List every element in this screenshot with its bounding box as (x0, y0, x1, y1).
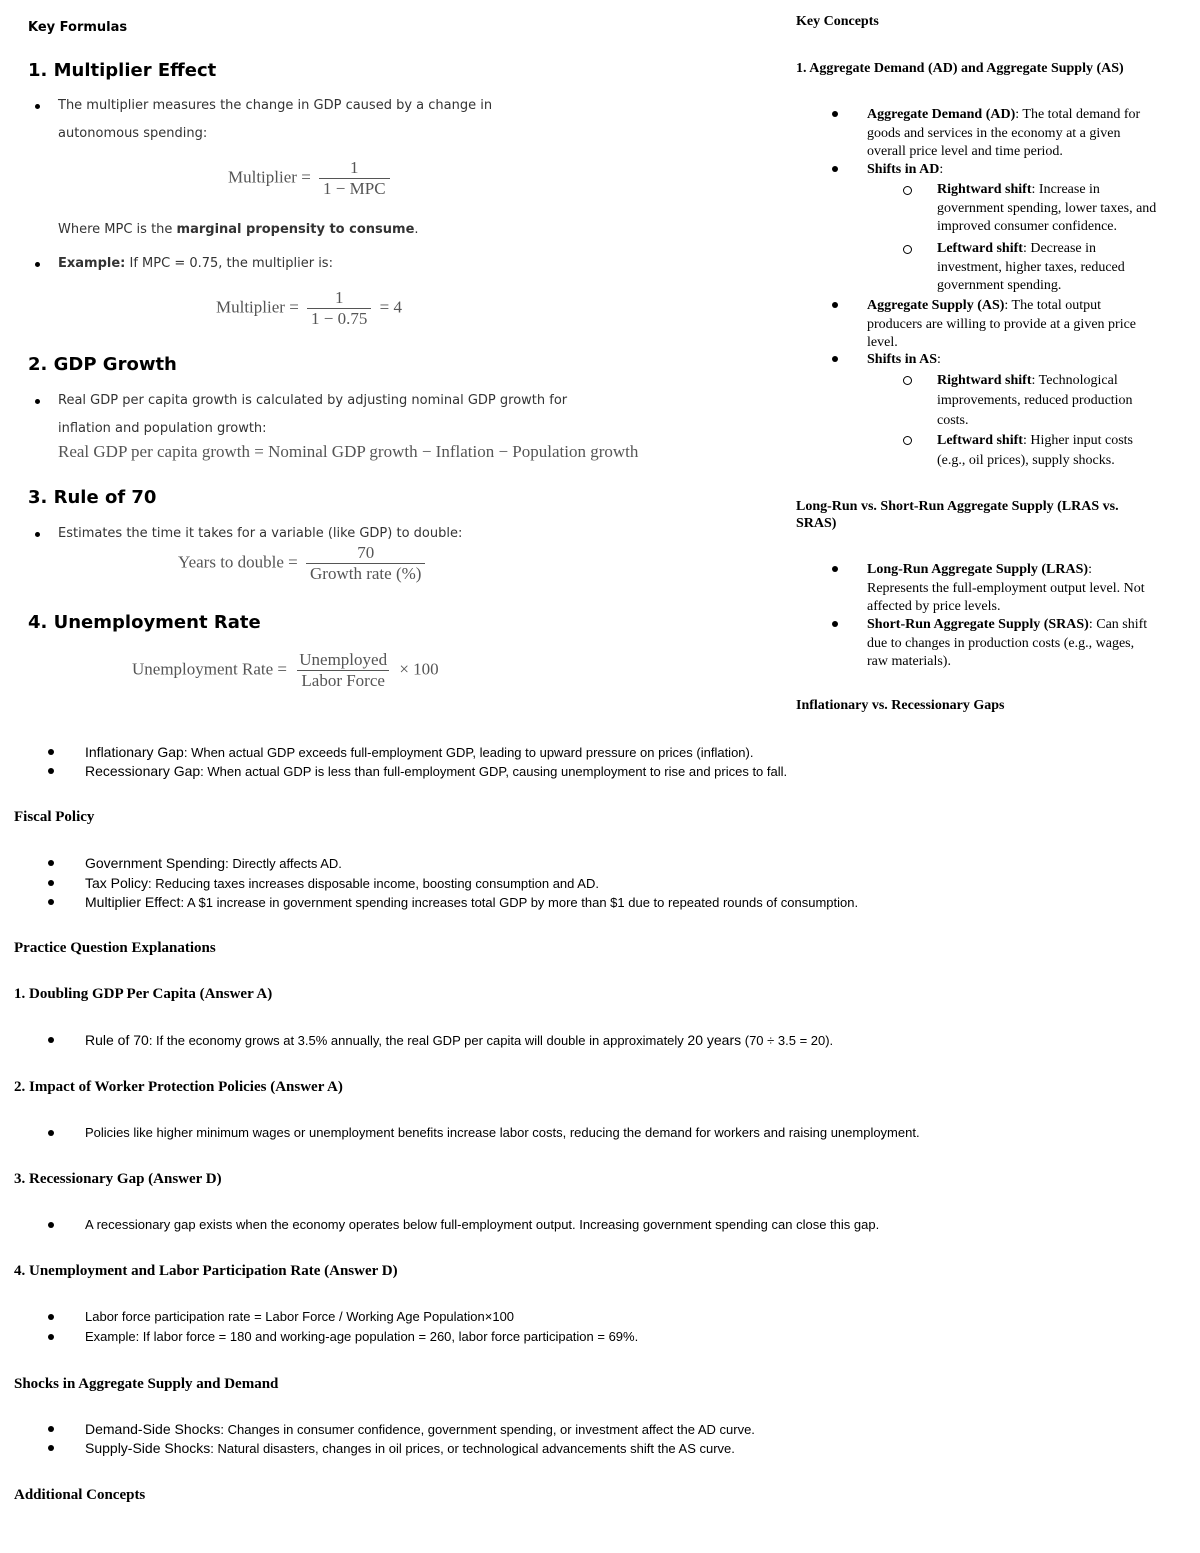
practice-title: Practice Question Explanations (14, 940, 216, 956)
gs-label: Government Spending (85, 855, 226, 871)
ad-label: Aggregate Demand (AD) (867, 107, 1016, 122)
ad-left-label: Leftward shift (937, 241, 1023, 256)
multiplier-example-formula (216, 288, 402, 329)
mult-label: Multiplier Effect (85, 894, 181, 910)
ad-left-line1: : Decrease in (1022, 241, 1097, 256)
q1-suffix: (70 ÷ 3.5 = 20). (741, 1033, 834, 1048)
demand-label: Demand-Side Shocks (85, 1421, 221, 1437)
gdp-growth-title: 2. GDP Growth (28, 354, 177, 375)
bullet-icon (48, 768, 54, 774)
example-label: Example: (58, 256, 126, 271)
formula-lhs: Years to double = (178, 552, 298, 572)
shifts-in-ad (867, 161, 943, 180)
ad-right-label: Rightward shift (937, 182, 1032, 197)
multiplier-title: 1. Multiplier Effect (28, 60, 217, 81)
bullet-icon (48, 1222, 54, 1228)
lras-sras-title (796, 498, 1119, 532)
as-rightward-shift (937, 371, 1192, 431)
shocks-title: Shocks in Aggregate Supply and Demand (14, 1376, 279, 1392)
colon: : (939, 162, 944, 177)
colon: : (937, 352, 941, 367)
bullet-icon (35, 262, 40, 267)
lras-title-line2: SRAS) (796, 516, 837, 531)
q1-label: Rule of 70 (85, 1032, 149, 1048)
bullet-icon (35, 104, 40, 109)
q1-explanation (85, 1032, 833, 1048)
sras-line1: : Can shift (1088, 617, 1148, 632)
shifts-ad-label: Shifts in AD (867, 162, 940, 177)
inflationary-text: : When actual GDP exceeds full-employment GDP, leading to upward pressure on prices (inflation). (183, 745, 754, 760)
lras-line3: affected by price levels. (867, 599, 1001, 614)
recessionary-text: : When actual GDP is less than full-employment GDP, causing unemployment to rise and prices to fall. (200, 764, 788, 779)
supply-label: Supply-Side Shocks (85, 1440, 211, 1456)
multiplier-formula (228, 158, 394, 199)
formula-denominator: Labor Force (297, 670, 389, 691)
as-line3: level. (867, 335, 898, 350)
q4-line2: Example: If labor force = 180 and working-age population = 260, labor force participation = 69%. (85, 1329, 639, 1344)
bullet-icon (48, 860, 54, 866)
multiplier-desc-line2: autonomous spending: (58, 126, 208, 141)
supply-side-shocks (85, 1440, 735, 1456)
lras-line2: Represents the full-employment output level. Not (867, 580, 1145, 596)
mpc-note (58, 222, 419, 237)
tax-text: : Reducing taxes increases disposable income, boosting consumption and AD. (148, 876, 599, 891)
formula-denominator: Growth rate (%) (306, 563, 425, 584)
fiscal-policy-title: Fiscal Policy (14, 809, 95, 825)
circle-bullet-icon (903, 245, 912, 254)
q4-line1: Labor force participation rate = Labor Force / Working Age Population×100 (85, 1309, 515, 1324)
key-concepts-heading: Key Concepts (796, 14, 879, 29)
multiplier-effect (85, 894, 858, 910)
formula-denominator: 1 − MPC (319, 178, 390, 199)
lras-definition (867, 561, 1192, 617)
bullet-icon (832, 356, 838, 362)
as-definition (867, 297, 1192, 353)
as-line2: producers are willing to provide at a given price (867, 316, 1137, 332)
rule-of-70-formula (178, 543, 429, 584)
sras-definition (867, 616, 1192, 672)
formula-numerator: 70 (357, 543, 375, 562)
bullet-icon (35, 532, 40, 537)
lras-label: Long-Run Aggregate Supply (LRAS) (867, 562, 1089, 577)
bullet-icon (48, 899, 54, 905)
ad-line3: overall price level and time period. (867, 144, 1063, 159)
unemployment-formula (132, 650, 439, 691)
bullet-icon (832, 166, 838, 172)
gdp-growth-desc-line2: inflation and population growth: (58, 421, 267, 436)
ad-right-line2: government spending, lower taxes, and (937, 200, 1157, 216)
q2-title: 2. Impact of Worker Protection Policies (Answer A) (14, 1079, 343, 1095)
as-label: Aggregate Supply (AS) (867, 298, 1005, 313)
as-left-line2: (e.g., oil prices), supply shocks. (937, 453, 1115, 468)
mpc-note-prefix: Where MPC is the (58, 222, 177, 237)
bullet-icon (48, 749, 54, 755)
as-right-line1: : Technological (1031, 373, 1118, 388)
formula-numerator: Unemployed (299, 650, 388, 669)
inflationary-label: Inflationary Gap (85, 744, 184, 760)
recessionary-gap (85, 763, 787, 779)
circle-bullet-icon (903, 186, 912, 195)
bullet-icon (48, 1130, 54, 1136)
gdp-growth-formula: Real GDP per capita growth = Nominal GDP growth − Inflation − Population growth (58, 442, 639, 461)
q1-text: : If the economy grows at 3.5% annually, the real GDP per capita will double in approximately (148, 1033, 688, 1048)
bullet-icon (832, 302, 838, 308)
ad-leftward-shift (937, 240, 1192, 296)
inflationary-gap (85, 744, 753, 760)
q4-title: 4. Unemployment and Labor Participation Rate (Answer D) (14, 1263, 398, 1279)
demand-text: : Changes in consumer confidence, government spending, or investment affect the AD curve. (220, 1422, 755, 1437)
unemployment-title: 4. Unemployment Rate (28, 612, 261, 633)
multiplier-desc-line1: The multiplier measures the change in GDP caused by a change in (58, 98, 493, 113)
ad-left-line2: investment, higher taxes, reduced (937, 259, 1125, 275)
gs-text: : Directly affects AD. (225, 856, 342, 871)
formula-numerator: 1 (350, 158, 359, 177)
rule-of-70-desc: Estimates the time it takes for a variable (like GDP) to double: (58, 526, 463, 541)
bullet-icon (48, 880, 54, 886)
bullet-icon (48, 1445, 54, 1451)
ad-right-line3: improved consumer confidence. (937, 219, 1117, 234)
formula-lhs: Multiplier = (216, 297, 299, 317)
mpc-note-bold: marginal propensity to consume (176, 222, 415, 237)
sras-line2: due to changes in production costs (e.g., wages, (867, 635, 1135, 651)
bullet-icon (48, 1314, 54, 1320)
lras-line1: : (1088, 562, 1092, 577)
bullet-icon (48, 1426, 54, 1432)
as-right-line2: improvements, reduced production (937, 393, 1133, 408)
formula-lhs: Multiplier = (228, 167, 311, 187)
shifts-as-label: Shifts in AS (867, 352, 938, 367)
q1-title: 1. Doubling GDP Per Capita (Answer A) (14, 986, 273, 1002)
key-formulas-heading: Key Formulas (28, 20, 128, 35)
demand-side-shocks (85, 1421, 755, 1437)
q1-bold: 20 years (687, 1032, 742, 1048)
sras-label: Short-Run Aggregate Supply (SRAS) (867, 617, 1089, 632)
mpc-note-suffix: . (414, 222, 419, 237)
government-spending (85, 855, 342, 871)
formula-denominator: 1 − 0.75 (307, 308, 371, 329)
ad-line1: : The total demand for (1015, 107, 1141, 122)
q3-title: 3. Recessionary Gap (Answer D) (14, 1171, 222, 1187)
multiplier-example (58, 256, 333, 271)
shifts-in-as (867, 351, 941, 370)
tax-label: Tax Policy (85, 875, 149, 891)
ad-right-line1: : Increase in (1031, 182, 1100, 197)
as-right-line3: costs. (937, 413, 969, 428)
as-left-label: Leftward shift (937, 433, 1023, 448)
as-right-label: Rightward shift (937, 373, 1032, 388)
bullet-icon (832, 621, 838, 627)
recessionary-label: Recessionary Gap (85, 763, 201, 779)
as-left-line1: : Higher input costs (1022, 433, 1133, 448)
formula-rhs: × 100 (399, 659, 439, 679)
bullet-icon (35, 399, 40, 404)
gdp-growth-desc-line1: Real GDP per capita growth is calculated by adjusting nominal GDP growth for (58, 393, 568, 408)
additional-concepts-title: Additional Concepts (14, 1487, 146, 1503)
example-text: If MPC = 0.75, the multiplier is: (125, 256, 333, 271)
supply-text: : Natural disasters, changes in oil prices, or technological advancements shift the AS curve. (210, 1441, 735, 1456)
formula-numerator: 1 (334, 288, 344, 307)
ad-left-line3: government spending. (937, 278, 1062, 293)
formula-lhs: Unemployment Rate = (132, 659, 288, 679)
q3-explanation: A recessionary gap exists when the economy operates below full-employment output. Increasing government spending can close this gap. (85, 1217, 880, 1232)
circle-bullet-icon (903, 376, 912, 385)
bullet-icon (48, 1037, 54, 1043)
ad-line2: goods and services in the economy at a given (867, 125, 1121, 141)
sras-line3: raw materials). (867, 654, 951, 669)
ad-as-title: 1. Aggregate Demand (AD) and Aggregate Supply (AS) (796, 61, 1124, 76)
mult-text: : A $1 increase in government spending increases total GDP by more than $1 due to repeated rounds of consumption. (180, 895, 859, 910)
circle-bullet-icon (903, 436, 912, 445)
ad-definition (867, 106, 1187, 162)
tax-policy (85, 875, 599, 891)
q2-explanation: Policies like higher minimum wages or unemployment benefits increase labor costs, reducing the demand for workers and raising unemployment. (85, 1125, 920, 1140)
formula-rhs: = 4 (379, 297, 402, 317)
bullet-icon (48, 1334, 54, 1340)
ad-rightward-shift (937, 181, 1192, 237)
as-leftward-shift (937, 431, 1192, 471)
lras-title-line1: Long-Run vs. Short-Run Aggregate Supply (LRAS vs. (796, 499, 1119, 514)
gaps-title: Inflationary vs. Recessionary Gaps (796, 698, 1005, 713)
bullet-icon (832, 566, 838, 572)
as-line1: : The total output (1004, 298, 1101, 313)
bullet-icon (832, 111, 838, 117)
rule-of-70-title: 3. Rule of 70 (28, 487, 157, 508)
